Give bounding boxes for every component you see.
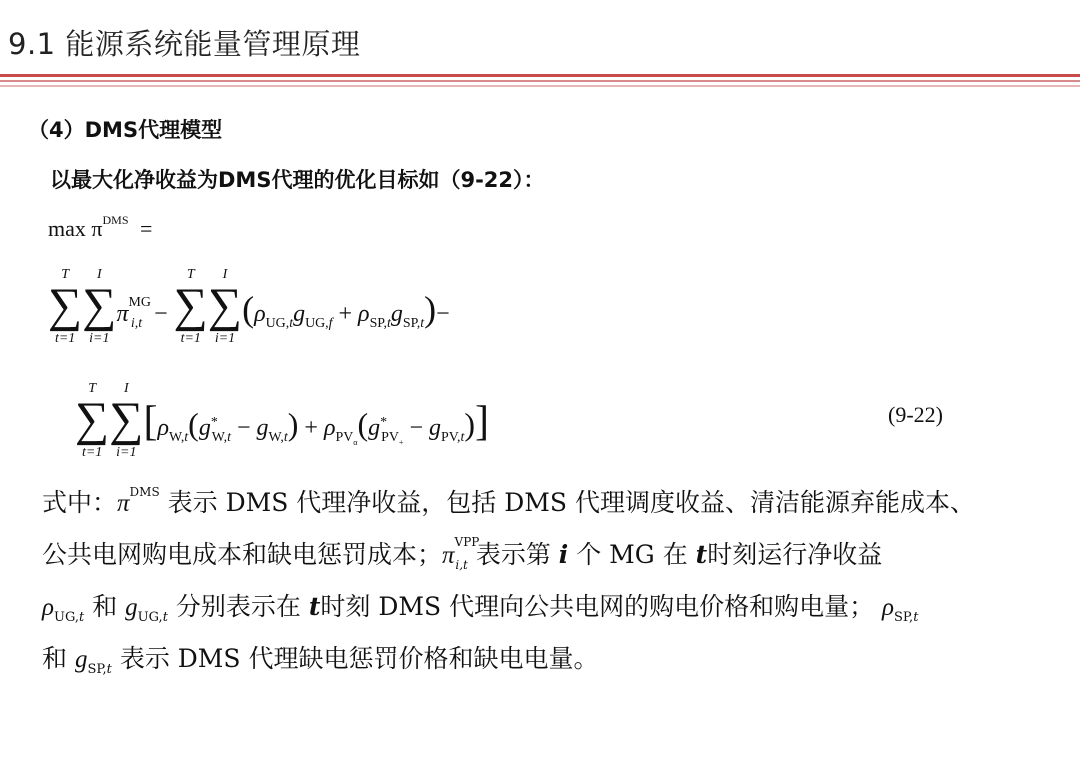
explanation-line-1: 式中：$\pi^{DMS}$ 表示 DMS 代理净收益，包括 DMS 代理调度收益、清洁能源弃能成本、 <box>42 484 975 517</box>
equation-number: (9-22) <box>888 402 943 427</box>
title-rule-2 <box>0 80 1080 82</box>
title-rule-3 <box>0 85 1080 87</box>
explanation-line-3: $\rho_{UG,t}$ 和 $g_{UG,t}$ 分别表示在 t时刻 DMS 代理向公共电网的购电价格和购电量； $\rho_{SP,t}$ <box>42 592 919 625</box>
equation-line-2: ∑ T t=1 ∑ I i=1 $[\rho_{W,t}(g^*_{W,t} - g_{W,t}) + \rho_{PV_\alpha}(g^*_{PV_+} - g_{PV,t})]$ <box>75 381 489 460</box>
explanation-line-4: 和 $g_{SP,t}$ 表示 DMS 代理缺电惩罚价格和缺电电量。 <box>42 644 599 677</box>
equation-lhs: $\max \pi^{DMS}$ = <box>48 212 153 241</box>
intro-text: 以最大化净收益为DMS代理的优化目标如（9-22）： <box>50 168 545 192</box>
explanation-line-2: 公共电网购电成本和缺电惩罚成本；$\pi^{VPP}_{i,t}$ 表示第 i 个 MG 在 t时刻运行净收益 <box>42 534 883 572</box>
section-heading: （4）DMS代理模型 <box>28 118 223 142</box>
slide-title: 9.1 能源系统能量管理原理 <box>8 27 361 61</box>
equation-line-1: ∑ T t=1 ∑ I i=1 $\pi^{MG}_{i,t}$ − ∑ T t=1 ∑ I i=1 $(\rho_{UG,t}g_{UG,f} + \rho_{SP,t}g_{SP,t})-$ <box>48 267 450 346</box>
title-rule-1 <box>0 74 1080 77</box>
